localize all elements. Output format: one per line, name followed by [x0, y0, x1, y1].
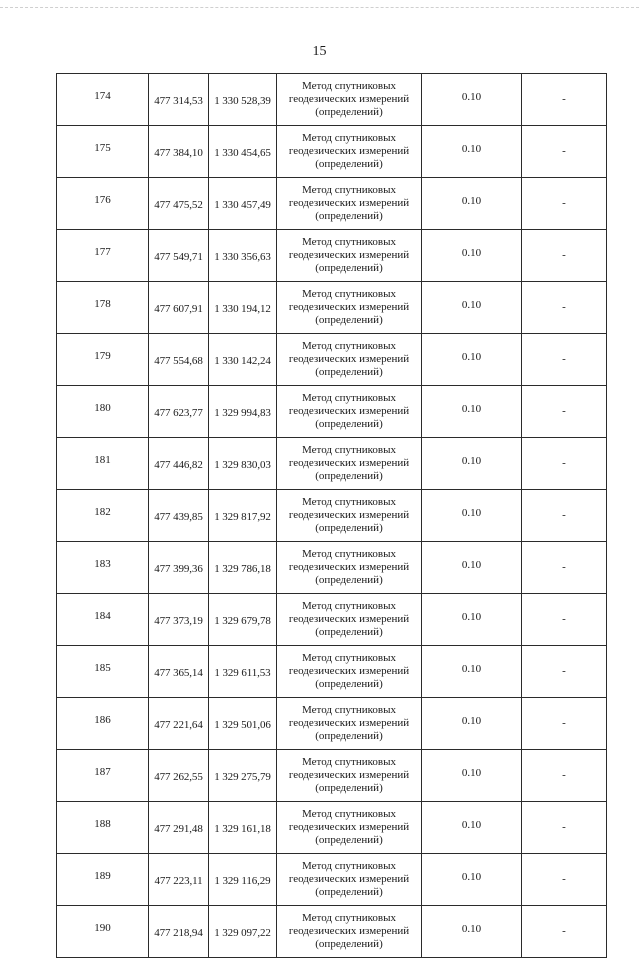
y-coordinate-cell: 1 330 142,24 [209, 334, 277, 386]
table-row [57, 438, 607, 490]
accuracy-cell: 0.10 [422, 74, 522, 126]
point-number-cell: 188 [57, 802, 149, 854]
y-coordinate-cell: 1 329 161,18 [209, 802, 277, 854]
note-cell: - [522, 438, 607, 490]
x-coordinate-cell: 477 554,68 [149, 334, 209, 386]
method-cell: Метод спутниковых геодезических измерений (определений) [277, 282, 422, 334]
x-coordinate-cell: 477 314,53 [149, 74, 209, 126]
x-coordinate-cell: 477 446,82 [149, 438, 209, 490]
x-coordinate-cell: 477 218,94 [149, 906, 209, 958]
note-cell: - [522, 750, 607, 802]
x-coordinate-cell: 477 607,91 [149, 282, 209, 334]
x-coordinate-cell: 477 221,64 [149, 698, 209, 750]
accuracy-cell: 0.10 [422, 542, 522, 594]
x-coordinate-cell: 477 549,71 [149, 230, 209, 282]
note-cell: - [522, 74, 607, 126]
table-row [57, 750, 607, 802]
accuracy-cell: 0.10 [422, 646, 522, 698]
table-row [57, 646, 607, 698]
method-cell: Метод спутниковых геодезических измерений (определений) [277, 542, 422, 594]
note-cell: - [522, 282, 607, 334]
x-coordinate-cell: 477 365,14 [149, 646, 209, 698]
point-number-cell: 189 [57, 854, 149, 906]
method-cell: Метод спутниковых геодезических измерений (определений) [277, 646, 422, 698]
table-row [57, 802, 607, 854]
y-coordinate-cell: 1 329 501,06 [209, 698, 277, 750]
point-number-cell: 184 [57, 594, 149, 646]
point-number-cell: 177 [57, 230, 149, 282]
y-coordinate-cell: 1 330 528,39 [209, 74, 277, 126]
accuracy-cell: 0.10 [422, 386, 522, 438]
y-coordinate-cell: 1 330 194,12 [209, 282, 277, 334]
note-cell: - [522, 386, 607, 438]
method-cell: Метод спутниковых геодезических измерений (определений) [277, 74, 422, 126]
method-cell: Метод спутниковых геодезических измерений (определений) [277, 594, 422, 646]
page-number: 15 [312, 44, 327, 59]
method-cell: Метод спутниковых геодезических измерений (определений) [277, 126, 422, 178]
x-coordinate-cell: 477 291,48 [149, 802, 209, 854]
note-cell: - [522, 646, 607, 698]
table-row [57, 282, 607, 334]
accuracy-cell: 0.10 [422, 698, 522, 750]
note-cell: - [522, 126, 607, 178]
point-number-cell: 179 [57, 334, 149, 386]
scan-edge-line [0, 7, 639, 8]
y-coordinate-cell: 1 329 786,18 [209, 542, 277, 594]
point-number-cell: 183 [57, 542, 149, 594]
y-coordinate-cell: 1 329 275,79 [209, 750, 277, 802]
note-cell: - [522, 594, 607, 646]
note-cell: - [522, 802, 607, 854]
table-row [57, 906, 607, 958]
method-cell: Метод спутниковых геодезических измерений (определений) [277, 802, 422, 854]
y-coordinate-cell: 1 330 356,63 [209, 230, 277, 282]
x-coordinate-cell: 477 262,55 [149, 750, 209, 802]
method-cell: Метод спутниковых геодезических измерений (определений) [277, 698, 422, 750]
accuracy-cell: 0.10 [422, 750, 522, 802]
y-coordinate-cell: 1 329 830,03 [209, 438, 277, 490]
y-coordinate-cell: 1 330 454,65 [209, 126, 277, 178]
point-number-cell: 176 [57, 178, 149, 230]
y-coordinate-cell: 1 330 457,49 [209, 178, 277, 230]
method-cell: Метод спутниковых геодезических измерений (определений) [277, 906, 422, 958]
y-coordinate-cell: 1 329 994,83 [209, 386, 277, 438]
accuracy-cell: 0.10 [422, 594, 522, 646]
x-coordinate-cell: 477 373,19 [149, 594, 209, 646]
y-coordinate-cell: 1 329 097,22 [209, 906, 277, 958]
table-body [57, 74, 607, 958]
accuracy-cell: 0.10 [422, 906, 522, 958]
accuracy-cell: 0.10 [422, 438, 522, 490]
note-cell: - [522, 854, 607, 906]
point-number-cell: 186 [57, 698, 149, 750]
y-coordinate-cell: 1 329 611,53 [209, 646, 277, 698]
accuracy-cell: 0.10 [422, 178, 522, 230]
point-number-cell: 175 [57, 126, 149, 178]
accuracy-cell: 0.10 [422, 490, 522, 542]
y-coordinate-cell: 1 329 116,29 [209, 854, 277, 906]
x-coordinate-cell: 477 399,36 [149, 542, 209, 594]
method-cell: Метод спутниковых геодезических измерений (определений) [277, 854, 422, 906]
table-row [57, 126, 607, 178]
x-coordinate-cell: 477 475,52 [149, 178, 209, 230]
method-cell: Метод спутниковых геодезических измерений (определений) [277, 178, 422, 230]
table-row [57, 386, 607, 438]
x-coordinate-cell: 477 439,85 [149, 490, 209, 542]
point-number-cell: 187 [57, 750, 149, 802]
y-coordinate-cell: 1 329 817,92 [209, 490, 277, 542]
note-cell: - [522, 230, 607, 282]
note-cell: - [522, 906, 607, 958]
note-cell: - [522, 178, 607, 230]
note-cell: - [522, 490, 607, 542]
point-number-cell: 180 [57, 386, 149, 438]
accuracy-cell: 0.10 [422, 282, 522, 334]
method-cell: Метод спутниковых геодезических измерений (определений) [277, 750, 422, 802]
method-cell: Метод спутниковых геодезических измерений (определений) [277, 386, 422, 438]
x-coordinate-cell: 477 384,10 [149, 126, 209, 178]
table-row [57, 178, 607, 230]
table-row [57, 594, 607, 646]
y-coordinate-cell: 1 329 679,78 [209, 594, 277, 646]
accuracy-cell: 0.10 [422, 802, 522, 854]
note-cell: - [522, 698, 607, 750]
accuracy-cell: 0.10 [422, 230, 522, 282]
point-number-cell: 182 [57, 490, 149, 542]
note-cell: - [522, 542, 607, 594]
table-row [57, 542, 607, 594]
point-number-cell: 181 [57, 438, 149, 490]
table-row [57, 698, 607, 750]
point-number-cell: 190 [57, 906, 149, 958]
accuracy-cell: 0.10 [422, 126, 522, 178]
method-cell: Метод спутниковых геодезических измерений (определений) [277, 230, 422, 282]
accuracy-cell: 0.10 [422, 854, 522, 906]
point-number-cell: 185 [57, 646, 149, 698]
coordinates-table [56, 73, 607, 958]
method-cell: Метод спутниковых геодезических измерений (определений) [277, 438, 422, 490]
table-row [57, 334, 607, 386]
x-coordinate-cell: 477 223,11 [149, 854, 209, 906]
point-number-cell: 174 [57, 74, 149, 126]
table-row [57, 490, 607, 542]
table-row [57, 74, 607, 126]
table-row [57, 854, 607, 906]
accuracy-cell: 0.10 [422, 334, 522, 386]
method-cell: Метод спутниковых геодезических измерений (определений) [277, 334, 422, 386]
point-number-cell: 178 [57, 282, 149, 334]
method-cell: Метод спутниковых геодезических измерений (определений) [277, 490, 422, 542]
table-row [57, 230, 607, 282]
x-coordinate-cell: 477 623,77 [149, 386, 209, 438]
note-cell: - [522, 334, 607, 386]
